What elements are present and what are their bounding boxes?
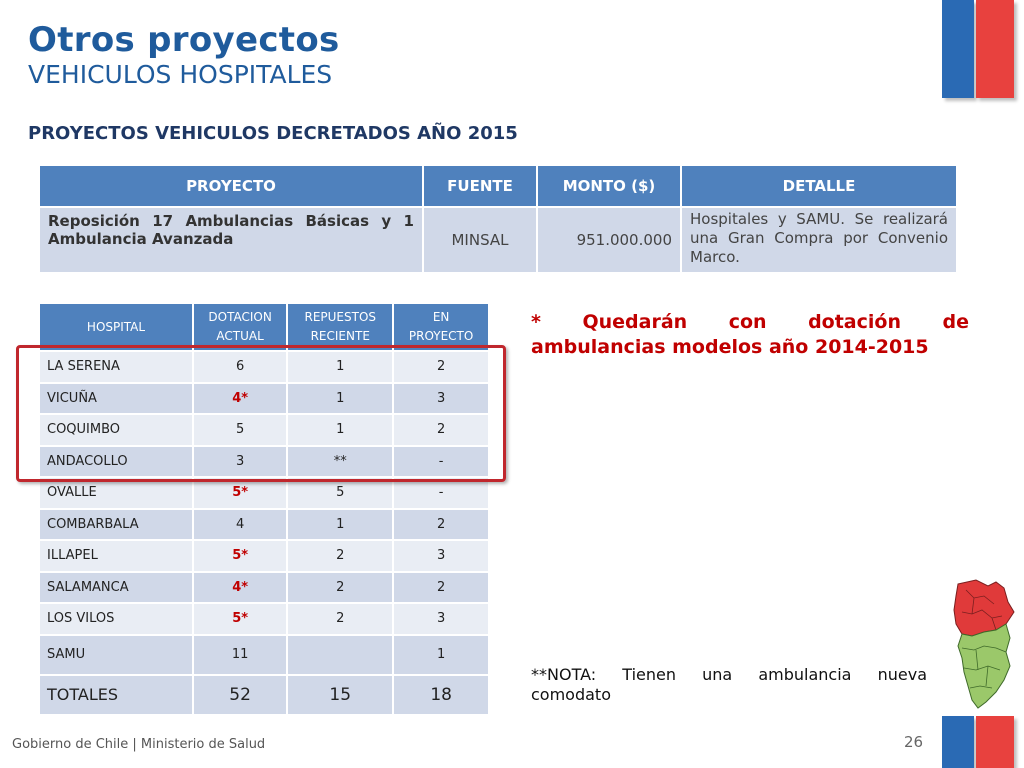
cell-dotacion: 5* [194,604,286,634]
cell-monto: 951.000.000 [538,208,680,272]
cell-repuestos: 5 [288,478,392,508]
cell-proyecto: 3 [394,384,488,414]
cell-hospital: VICUÑA [40,384,192,414]
page-title: Otros proyectos [28,20,340,60]
cell-dotacion: 4* [194,573,286,603]
cell-proyecto: 2 [394,352,488,382]
header-line: RECIENTE [310,329,370,343]
col-header-fuente: FUENTE [424,166,536,206]
col-header-dotacion [194,304,286,350]
cell-total-repuestos: 15 [288,676,392,714]
cell-hospital: ILLAPEL [40,541,192,571]
col-header-proyecto [394,304,488,350]
header-line: DOTACION [208,310,272,324]
header-line: ACTUAL [216,329,264,343]
footer-organization: Gobierno de Chile | Ministerio de Salud [12,737,266,752]
cell-hospital: LOS VILOS [40,604,192,634]
cell-hospital: OVALLE [40,478,192,508]
page-number: 26 [904,733,924,751]
cell-repuestos: 2 [288,573,392,603]
cell-totals-label: TOTALES [40,676,192,714]
col-header-repuestos [288,304,392,350]
cell-total-dotacion: 52 [194,676,286,714]
header-line: PROYECTO [408,329,474,343]
chile-flag-stripe-icon [942,0,1014,98]
cell-proyecto: 2 [394,510,488,540]
cell-repuestos [288,636,392,674]
col-header-hospital: HOSPITAL [40,304,192,350]
table-row [40,636,488,674]
double-star-note: **NOTA: Tienen una ambulancia nueva comodato [531,665,927,704]
cell-proyecto: 3 [394,541,488,571]
cell-dotacion: 4* [194,384,286,414]
totals-row [40,676,488,714]
section-heading: PROYECTOS VEHICULOS DECRETADOS AÑO 2015 [28,123,518,144]
cell-proyecto: Reposición 17 Ambulancias Básicas y 1 Ambulancia Avanzada [40,208,422,272]
cell-hospital: LA SERENA [40,352,192,382]
col-header-monto: MONTO ($) [538,166,680,206]
cell-hospital: COMBARBALA [40,510,192,540]
cell-proyecto: 2 [394,573,488,603]
cell-repuestos: 1 [288,510,392,540]
projects-table [38,164,958,274]
cell-dotacion: 5* [194,478,286,508]
cell-dotacion: 4 [194,510,286,540]
col-header-proyecto: PROYECTO [40,166,422,206]
header-line: REPUESTOS [304,310,377,324]
cell-proyecto: 2 [394,415,488,445]
table-row [40,604,488,634]
cell-repuestos: 2 [288,604,392,634]
cell-hospital: SAMU [40,636,192,674]
cell-proyecto: - [394,478,488,508]
cell-dotacion: 5* [194,541,286,571]
table-row [40,208,956,272]
cell-repuestos: 1 [288,352,392,382]
table-row [40,541,488,571]
table-row [40,573,488,603]
cell-dotacion: 6 [194,352,286,382]
table-row [40,478,488,508]
table-row [40,510,488,540]
cell-repuestos: 2 [288,541,392,571]
cell-proyecto: 1 [394,636,488,674]
cell-hospital: SALAMANCA [40,573,192,603]
cell-hospital: COQUIMBO [40,415,192,445]
region-map-icon [944,576,1020,714]
col-header-detalle: DETALLE [682,166,956,206]
cell-detalle: Hospitales y SAMU. Se realizará una Gran Compra por Convenio Marco. [682,208,956,272]
cell-dotacion: 5 [194,415,286,445]
star-note: * Quedarán con dotación de ambulancias modelos año 2014-2015 [531,311,969,358]
cell-repuestos: 1 [288,384,392,414]
chile-flag-stripe-icon [942,716,1014,768]
cell-dotacion: 11 [194,636,286,674]
cell-repuestos: 1 [288,415,392,445]
cell-fuente: MINSAL [424,208,536,272]
page-subtitle: VEHICULOS HOSPITALES [28,60,333,89]
cell-total-proyecto: 18 [394,676,488,714]
highlight-box [16,345,506,482]
cell-repuestos: ** [288,447,392,477]
cell-proyecto: 3 [394,604,488,634]
cell-dotacion: 3 [194,447,286,477]
cell-proyecto: - [394,447,488,477]
cell-hospital: ANDACOLLO [40,447,192,477]
header-line: EN [432,310,450,324]
